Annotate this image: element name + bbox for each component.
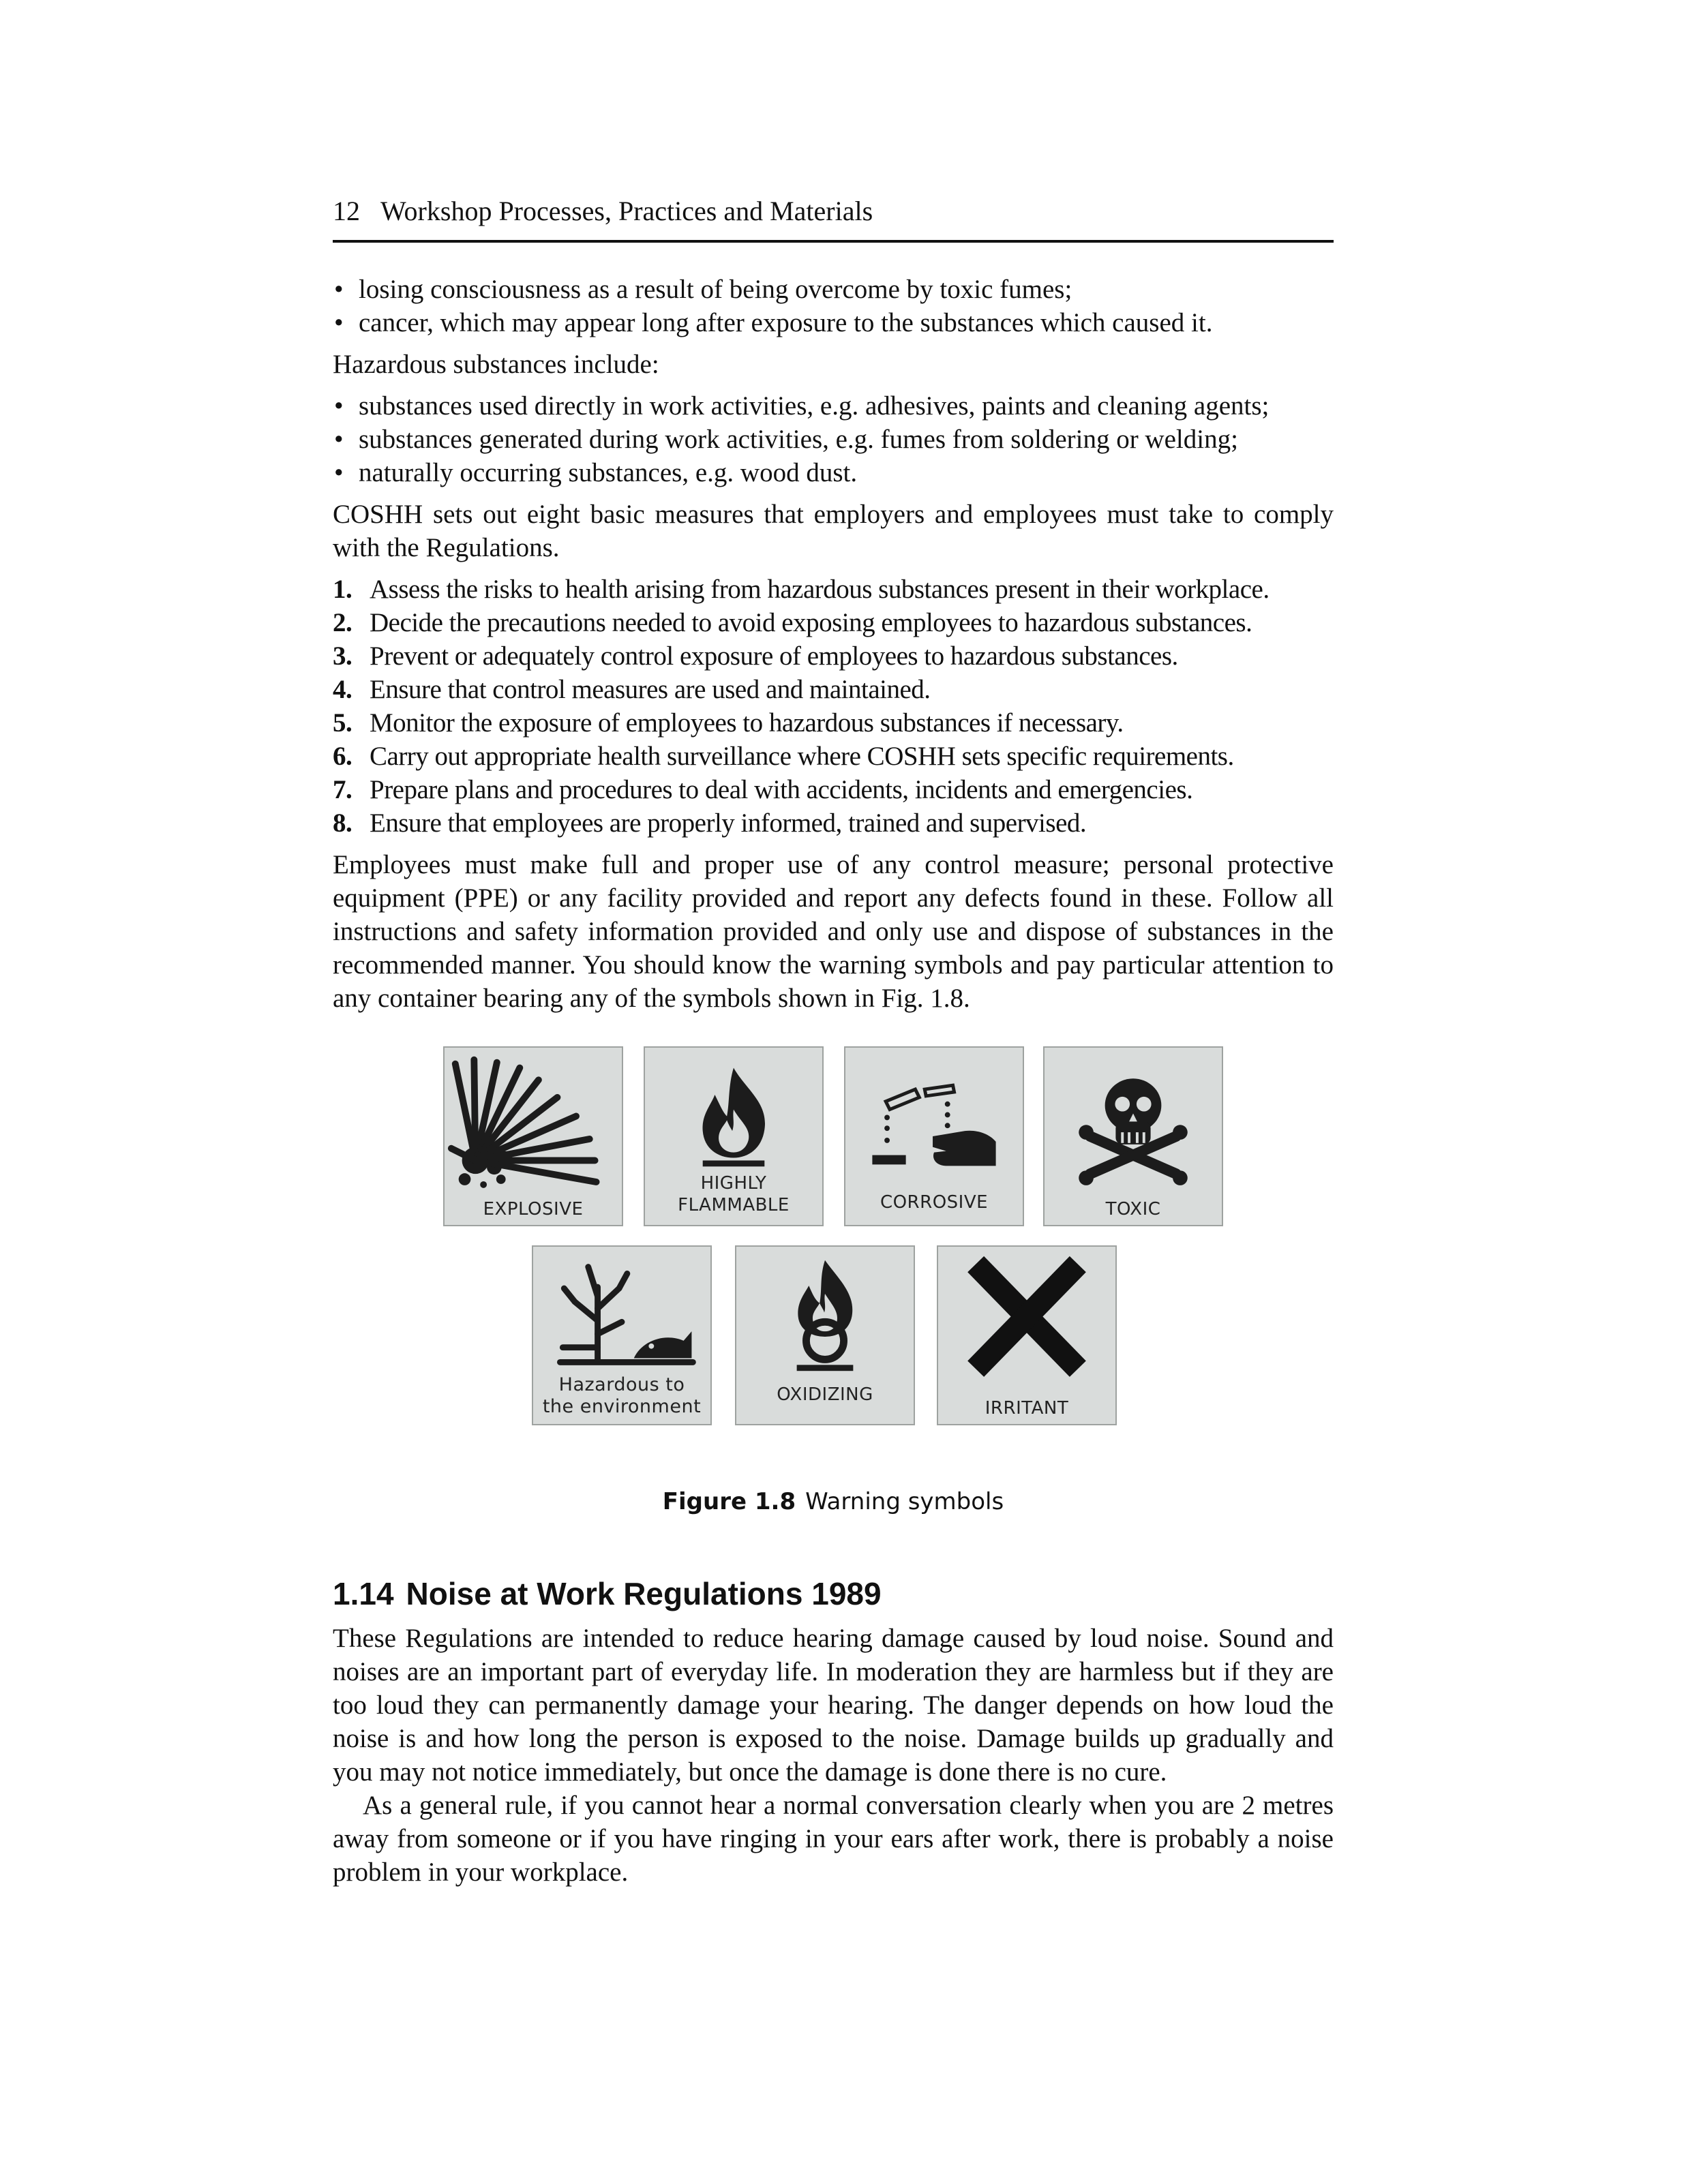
coshh-measures-list — [333, 573, 1334, 840]
list-item — [333, 606, 1334, 639]
item-number: 7. — [333, 775, 352, 804]
list-item — [333, 573, 1334, 606]
body-text — [333, 273, 1334, 1889]
item-number: 4. — [333, 675, 352, 704]
flammable-symbol — [644, 1046, 824, 1226]
figure-warning-symbols — [333, 1041, 1334, 1566]
item-text: Carry out appropriate health surveillance where COSHH sets specific requirements. — [370, 742, 1234, 771]
item-number: 1. — [333, 575, 352, 604]
item-text: Prepare plans and procedures to deal with accidents, incidents and emergencies. — [370, 775, 1193, 804]
section-paragraph: These Regulations are intended to reduce hearing damage caused by loud noise. Sound and noises are an important part of everyday life. In moderation they are harmless but if they are too loud they can permanently damage your hearing. The danger depends on how loud the noise is and how long the person is exposed to the noise. Damage builds up gradually and you may not notice immediately, but once the damage is done there is no cure. — [333, 1624, 1334, 1787]
list-item — [333, 706, 1334, 740]
employees-paragraph: Employees must make full and proper use of any control measure; personal protective equipment (PPE) or any facility provided and report any defects found in these. Follow all instructions and safety information provided and only use and dispose of substances in the recommended manner. You should know the warning symbols and pay particular attention to any container bearing any of the symbols shown in Fig. 1.8. — [333, 850, 1334, 1013]
item-number: 2. — [333, 608, 352, 637]
explosive-symbol — [443, 1046, 623, 1226]
caption-text: Warning symbols — [805, 1488, 1004, 1515]
symbol-label: the environment — [542, 1396, 702, 1417]
item-number: 3. — [333, 641, 352, 671]
hazardous-intro: Hazardous substances include: — [333, 350, 659, 379]
page-number: 12 — [333, 196, 360, 226]
list-item — [333, 806, 1334, 840]
coshh-intro: COSHH sets out eight basic measures that employers and employees must take to comply with the Regulations. — [333, 500, 1334, 562]
figure-caption — [333, 1487, 1334, 1517]
symbol-label: EXPLOSIVE — [483, 1199, 584, 1219]
item-text: Assess the risks to health arising from hazardous substances present in their workplace. — [370, 575, 1270, 604]
environment-symbol — [532, 1245, 712, 1425]
skull-crossbones-icon — [1045, 1048, 1222, 1225]
list-item: • substances used directly in work activities, e.g. adhesives, paints and cleaning agents; — [333, 389, 1334, 423]
effects-list — [333, 273, 1334, 339]
list-item: • substances generated during work activities, e.g. fumes from soldering or welding; — [333, 423, 1334, 456]
item-text: Prevent or adequately control exposure of employees to hazardous substances. — [370, 641, 1178, 671]
list-item — [333, 639, 1334, 673]
cross-icon — [938, 1247, 1115, 1424]
symbol-label: TOXIC — [1105, 1199, 1161, 1219]
item-text: Ensure that control measures are used and maintained. — [370, 675, 931, 704]
explosion-icon — [445, 1048, 622, 1225]
item-text: Decide the precautions needed to avoid exposing employees to hazardous substances. — [370, 608, 1252, 637]
symbol-label: HIGHLY — [700, 1173, 767, 1194]
list-item: • naturally occurring substances, e.g. wood dust. — [333, 456, 1334, 489]
toxic-symbol — [1043, 1046, 1223, 1226]
header-rule — [333, 240, 1334, 243]
symbol-label: Hazardous to — [558, 1374, 685, 1395]
page-content — [333, 191, 1334, 1889]
list-item — [333, 673, 1334, 706]
section-number: 1.14 — [333, 1576, 394, 1611]
item-number: 5. — [333, 708, 352, 738]
item-number: 8. — [333, 808, 352, 838]
list-item — [333, 740, 1334, 773]
irritant-symbol — [937, 1245, 1117, 1425]
corrosive-symbol — [844, 1046, 1024, 1226]
section-heading — [333, 1573, 1334, 1615]
symbol-label: FLAMMABLE — [678, 1195, 790, 1215]
running-header — [333, 191, 1334, 232]
oxidizing-symbol — [735, 1245, 915, 1425]
symbol-label: OXIDIZING — [777, 1384, 873, 1405]
item-number: 6. — [333, 742, 352, 771]
symbol-label: IRRITANT — [985, 1398, 1069, 1419]
caption-number: Figure 1.8 — [662, 1488, 796, 1515]
list-item: • losing consciousness as a result of being overcome by toxic fumes; — [333, 273, 1334, 306]
list-item: • cancer, which may appear long after exposure to the substances which caused it. — [333, 306, 1334, 339]
substances-list — [333, 389, 1334, 489]
section-title: Noise at Work Regulations 1989 — [406, 1576, 882, 1611]
item-text: Ensure that employees are properly informed, trained and supervised. — [370, 808, 1087, 838]
running-title: Workshop Processes, Practices and Materials — [380, 196, 873, 226]
section-paragraph: As a general rule, if you cannot hear a normal conversation clearly when you are 2 metres away from someone or if you have ringing in your ears after work, there is probably a noise problem in your workplace. — [333, 1791, 1334, 1887]
list-item — [333, 773, 1334, 806]
item-text: Monitor the exposure of employees to hazardous substances if necessary. — [370, 708, 1124, 738]
symbol-label: CORROSIVE — [880, 1192, 989, 1213]
